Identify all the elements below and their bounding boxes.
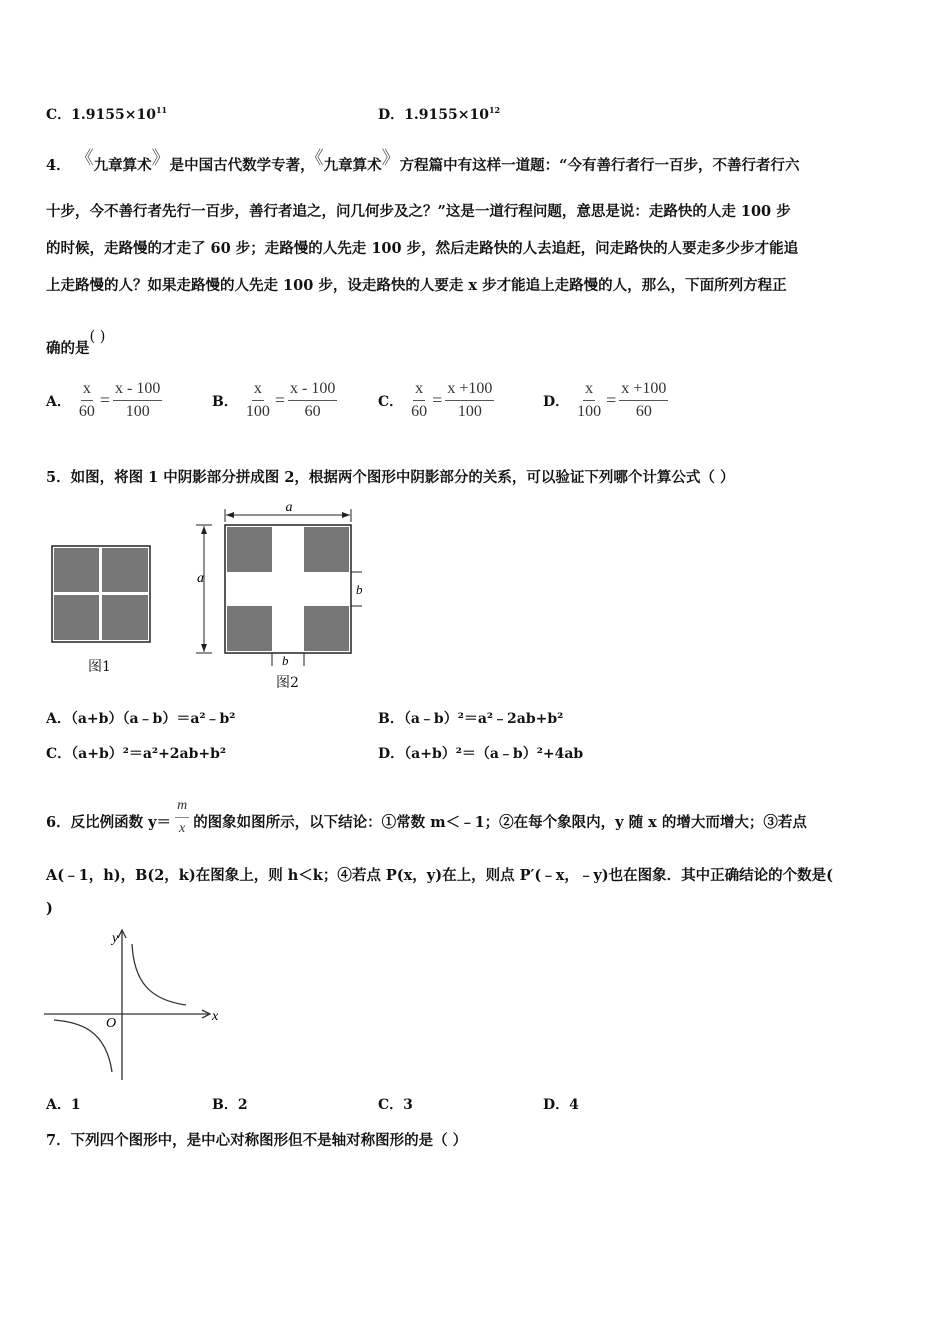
fraction-denominator: 60 — [78, 403, 95, 420]
curve-third-quadrant — [54, 1020, 112, 1072]
q4-text: 是中国古代数学专著， — [169, 157, 315, 174]
option-label: A． — [46, 393, 71, 410]
arrow-head — [201, 526, 207, 534]
fraction-numerator: m — [175, 797, 189, 818]
q5-option-b: B．（a﹣b）²＝a²﹣2ab+b² — [378, 711, 564, 727]
q6-line1 — [46, 798, 807, 842]
q5-text: 5．如图，将图 1 中阴影部分拼成图 2，根据两个图形中阴影部分的关系，可以验证下列哪个计算公式（ ） — [46, 469, 735, 486]
q6-option-d: D．4 — [543, 1097, 579, 1113]
curve-first-quadrant — [132, 944, 186, 1005]
q3-option-c — [46, 104, 167, 124]
q7-text: 7．下列四个图形中，是中心对称图形但不是轴对称图形的是（ ） — [46, 1132, 468, 1149]
fraction-left — [409, 380, 429, 421]
book-title: 九章算术 — [93, 157, 152, 174]
q6-text: 6．反比例函数 y＝ — [46, 814, 172, 831]
fraction-left — [244, 380, 272, 421]
book-title: 九章算术 — [323, 157, 382, 174]
figure-2 — [190, 500, 370, 672]
figure-1-square — [54, 548, 99, 592]
fraction-denominator: 60 — [304, 403, 321, 420]
q4-line3: 的时候，走路慢的才走了 60 步；走路慢的人先走 100 步，然后走路快的人去追赶，问走路快的人要走多少步才能追 — [46, 240, 799, 257]
fraction-numerator: x +100 — [445, 380, 494, 401]
corner-square — [227, 606, 272, 651]
option-mantissa: 1.9155×10 — [71, 107, 156, 123]
option-label: D． — [378, 107, 405, 123]
fraction-denominator: 100 — [125, 403, 150, 420]
q4-option-b: B． $\frac{x}{100}$ = $\frac{x - 100}{60}$ — [212, 380, 336, 420]
q6-option-c: C．3 — [378, 1097, 413, 1113]
option-label: C． — [46, 107, 72, 123]
q6-option-b: B．2 — [212, 1097, 248, 1113]
option-label: B． — [212, 393, 238, 410]
q6-line3: ) — [46, 900, 53, 917]
fraction-denominator: 100 — [457, 403, 482, 420]
fraction-denominator: 60 — [635, 403, 652, 420]
q6-line2: A(﹣1，h)，B(2，k)在图象上，则 h＜k；④若点 P(x，y)在上，则点 P′(﹣x，﹣y)也在图象．其中正确结论的个数是( — [46, 867, 834, 884]
label-a-left: a — [197, 571, 204, 586]
fraction-denominator: 60 — [411, 403, 428, 420]
q6-option-a: A．1 — [46, 1097, 81, 1113]
fraction-right — [619, 380, 668, 421]
figure-1-square — [102, 548, 148, 592]
corner-square — [227, 527, 272, 572]
fraction-numerator: x +100 — [619, 380, 668, 401]
fraction-left — [575, 380, 603, 421]
arrow-head — [226, 512, 234, 518]
arrow-head — [201, 644, 207, 652]
fraction-numerator: x - 100 — [288, 380, 337, 401]
figure-1-square — [102, 595, 148, 640]
inline-fraction — [175, 797, 189, 838]
label-b-right: b — [356, 582, 363, 597]
origin-label: O — [106, 1016, 117, 1031]
q5-option-c: C．（a+b）²＝a²+2ab+b² — [46, 746, 227, 762]
fraction-denominator: 100 — [577, 403, 602, 420]
q5-option-d: D．（a+b）²＝（a﹣b）²+4ab — [378, 746, 584, 762]
q5-option-a: A．（a+b）（a﹣b）＝a²﹣b² — [46, 711, 236, 727]
answer-paren: ( ) — [89, 329, 106, 345]
q4-line4: 上走路慢的人？如果走路慢的人先走 100 步，设走路快的人要走 x 步才能追上走路慢的人，那么，下面所列方程正 — [46, 277, 787, 294]
fraction-right — [445, 380, 494, 421]
label-a-top: a — [285, 500, 293, 515]
fraction-numerator: x — [413, 380, 425, 401]
q4-text: 方程篇中有这样一道题：“今有善行者行一百步，不善行者行六 — [399, 157, 800, 174]
fraction-numerator: x — [252, 380, 264, 401]
option-exponent: 11 — [155, 105, 168, 115]
y-axis-label: y — [112, 931, 119, 946]
fraction-denominator: 100 — [245, 403, 270, 420]
figure-1-square — [54, 595, 99, 640]
corner-square — [304, 606, 349, 651]
label-b-bottom: b — [282, 653, 289, 668]
figure-1 — [50, 544, 154, 644]
fraction-right — [113, 380, 162, 421]
fraction-denominator: x — [179, 821, 186, 836]
fraction-numerator: x - 100 — [113, 380, 162, 401]
q4-option-a: A． $\frac{x}{60}$ = $\frac{x - 100}{100}$ — [46, 380, 161, 420]
arrow-head — [342, 512, 350, 518]
fraction-right — [288, 380, 337, 421]
q4-line1: 4． 《九章算术》是中国古代数学专著，《九章算术》方程篇中有这样一道题：“今有善行者行一百步，不善行者行六 — [46, 148, 800, 174]
corner-square — [304, 527, 349, 572]
q4-option-d: D． $\frac{x}{100}$ = $\frac{x +100}{60}$ — [543, 380, 667, 420]
q4-line2: 十步，今不善行者先行一百步，善行者追之，问几何步及之？”这是一道行程问题，意思是说：走路快的人走 100 步 — [46, 203, 791, 220]
q4-option-c: C． $\frac{x}{60}$ = $\frac{x +100}{100}$ — [378, 380, 493, 420]
option-label: C． — [378, 393, 404, 410]
option-label: D． — [543, 393, 570, 410]
figure-2-caption: 图2 — [276, 675, 299, 691]
figure-1-caption: 图1 — [88, 659, 111, 675]
question-number: 4． — [46, 157, 71, 174]
q4-line5 — [46, 329, 106, 358]
fraction-numerator: x — [81, 380, 93, 401]
hyperbola-graph — [40, 926, 220, 1082]
q3-option-d — [378, 104, 500, 124]
x-axis-label: x — [212, 1009, 219, 1024]
q6-text: 的图象如图所示，以下结论：①常数 m＜﹣1；②在每个象限内，y 随 x 的增大而增大；③若点 — [193, 814, 807, 831]
fraction-left — [77, 380, 97, 421]
q4-text: 确的是 — [46, 340, 90, 357]
fraction-numerator: x — [583, 380, 595, 401]
option-exponent: 12 — [488, 105, 501, 115]
option-mantissa: 1.9155×10 — [404, 107, 489, 123]
